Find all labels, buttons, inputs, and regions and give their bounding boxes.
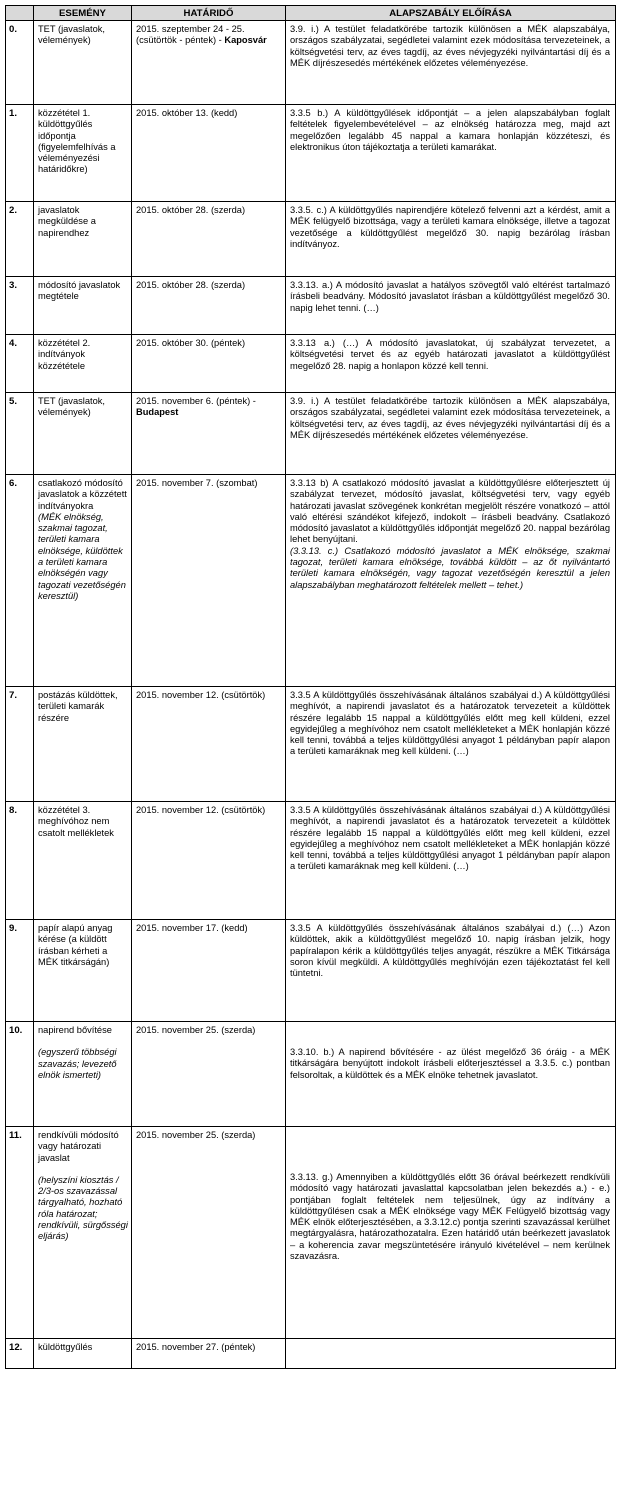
- rule-cell: 3.9. i.) A testület feladatkörébe tartozik különösen a MÉK alapszabálya, országos szabályzatai, segédletei valamint ezek módosítása tervezeteinek, a költségvetési terv, az éves tagdíj, az éves névjegyzéki nyilvántartási díj és a MÉK díjrészesedés mértékének előzetes véleményezése.: [286, 393, 616, 475]
- rule-text: 3.3.13. g.) Amennyiben a küldöttgyűlés előtt 36 órával beérkezett rendkívüli módosító vagy határozati javaslattal kapcsolatban jelen bekezdés a.) - e.) pontjában foglalt feltételek nem teljesülnek, úgy az indítvány a küldöttgyűlésen csak a MÉK elnöksége vagy MÉK Felügyelő bizottság vagy MÉK elnök előterjesztésében, a 3.3.12.c) pontja szerinti szavazással kerülhet megtárgyalásra, határozathozatalra. Ezen határidő után beérkezett javaslatok – a koherencia zavar megszüntetésére irányuló kivételével – nem kerülnek szavazásra.: [290, 1172, 610, 1262]
- table-row: [6, 1022, 616, 1127]
- event-text: csatlakozó módosító javaslatok a közzétett indítványokra: [38, 478, 127, 511]
- rule-cell: 3.3.5 A küldöttgyűlés összehívásának általános szabályai d.) (…) Azon küldöttek, akik a küldöttgyűlést megelőző 10. napig írásban jelzik, hogy papíralapon kérik a küldöttgyűlés teljes anyagát, részükre a MÉK Titkársága soron kívül megküldi. A küldöttgyűlés meghívóján ezen tájékoztatást fel kell tüntetni.: [286, 920, 616, 1022]
- row-number: 12.: [6, 1339, 34, 1369]
- event-cell: közzététel 2. indítványok közzététele: [34, 335, 132, 393]
- deadline-cell: 2015. november 7. (szombat): [132, 475, 286, 687]
- event-cell: módosító javaslatok megtétele: [34, 277, 132, 335]
- rule-note: (3.3.13. c.) Csatlakozó módosító javaslatot a MÉK elnöksége, szakmai tagozat, területi kamara elnöksége, továbbá küldött – az őt nyilvántartó területi kamara elnökségén, vagy tagozat vezetőségén keresztül a jelen alapszabályban meghatározott feltételek mellett – tehet.): [290, 545, 610, 590]
- event-note: (MÉK elnökség, szakmai tagozat, területi kamara elnöksége, küldöttek a területi kamara elnökségén vagy tagozati vezetőségén keresztül): [38, 511, 126, 601]
- event-cell: közzététel 1. küldöttgyűlés időpontja (figyelemfelhívás a véleményezési határidőkre): [34, 105, 132, 202]
- table-row: [6, 202, 616, 277]
- deadline-cell: 2015. október 30. (péntek): [132, 335, 286, 393]
- deadline-cell: 2015. november 25. (szerda): [132, 1022, 286, 1127]
- rule-cell: 3.3.13 a.) (…) A módosító javaslatokat, új szabályzat tervezetet, a költségvetési tervet és az egyéb határozati javaslatot a küldöttgyűlést megelőző 28. napig a honlapon közzé kell tenni.: [286, 335, 616, 393]
- header-deadline: HATÁRIDŐ: [132, 6, 286, 21]
- event-cell: papír alapú anyag kérése (a küldött írásban kérheti a MÉK titkárságán): [34, 920, 132, 1022]
- row-number: 6.: [6, 475, 34, 687]
- row-number: 5.: [6, 393, 34, 475]
- table-row: [6, 920, 616, 1022]
- rule-text: 3.3.10. b.) A napirend bővítésére - az ülést megelőző 36 óráig - a MÉK titkárságára benyújtott indokolt írásbeli előterjesztéssel a 3.3.5. c.) pontban felsoroltak, a küldöttek és a MÉK elnöke tehetnek javaslatot.: [290, 1047, 610, 1080]
- deadline-cell: 2015. október 28. (szerda): [132, 277, 286, 335]
- header-rule: ALAPSZABÁLY ELŐÍRÁSA: [286, 6, 616, 21]
- deadline-cell: [132, 21, 286, 105]
- deadline-cell: 2015. november 12. (csütörtök): [132, 687, 286, 802]
- rule-cell: 3.9. i.) A testület feladatkörébe tartozik különösen a MÉK alapszabálya, országos szabályzatai, segédletei valamint ezek módosítása tervezeteinek, a költségvetési terv, az éves tagdíj, az éves névjegyzéki nyilvántartási díj és a MÉK díjrészesedés mértékének előzetes véleményezése.: [286, 21, 616, 105]
- table-row: [6, 21, 616, 105]
- event-cell: TET (javaslatok, vélemények): [34, 393, 132, 475]
- deadline-cell: 2015. november 27. (péntek): [132, 1339, 286, 1369]
- row-number: 11.: [6, 1127, 34, 1339]
- event-cell: közzététel 3. meghívóhoz nem csatolt mellékletek: [34, 802, 132, 920]
- rule-cell: 3.3.5 b.) A küldöttgyűlések időpontját – a jelen alapszabályban foglalt feltételek figyelembevételével – az elnökség határozza meg, majd azt megelőzően legalább 45 nappal a kamara honlapján közzéteszi, és elektronikus úton tájékoztatja a területi kamarákat.: [286, 105, 616, 202]
- rule-cell: 3.3.5. c.) A küldöttgyűlés napirendjére kötelező felvenni azt a kérdést, amit a MÉK felügyelő bizottsága, vagy a területi kamara elnöksége, illetve a tagozat vezetősége a küldöttgyűlést megelőző 30. napig bezárólag írásban indítványoz.: [286, 202, 616, 277]
- deadline-cell: 2015. november 12. (csütörtök): [132, 802, 286, 920]
- row-number: 2.: [6, 202, 34, 277]
- rule-cell: 3.3.5 A küldöttgyűlés összehívásának általános szabályai d.) A küldöttgyűlési meghívót, a napirendi javaslatot és a határozatok tervezeteit a küldöttek részére legalább 15 nappal a küldöttgyűlés előtt meg kell küldeni, ezzel egyidejűleg a meghívóhoz nem csatolt mellékleteket a MÉK honlapján közzé kell tenni, továbbá a teljes küldöttgyűlési anyagot 1 példányban papír alapon a területi kamaráknak meg kell küldeni. (…): [286, 802, 616, 920]
- row-number: 8.: [6, 802, 34, 920]
- table-row: [6, 1339, 616, 1369]
- deadline-cell: 2015. október 13. (kedd): [132, 105, 286, 202]
- deadline-cell: 2015. október 28. (szerda): [132, 202, 286, 277]
- event-note: (egyszerű többségi szavazás; levezető elnök ismerteti): [38, 1047, 117, 1080]
- table-row: [6, 802, 616, 920]
- rule-text: 3.3.13 b) A csatlakozó módosító javaslat a küldöttgyűlésre előterjesztett új szabályzat tervezet, módosító javaslat, költségvetési terv, vagy egyéb határozati javaslat szövegének konkrétan megjelölt részére vonatkozó – attól való eltérési szándékot kifejező, indokolt – írásbeli beadvány. Csatlakozó módosító javaslatot a küldöttgyűlés időpontját megelőző 20. nappal bezárólag lehet benyújtani.: [290, 478, 610, 545]
- event-cell: postázás küldöttek, területi kamarák részére: [34, 687, 132, 802]
- event-cell: küldöttgyűlés: [34, 1339, 132, 1369]
- rule-cell: [286, 1127, 616, 1339]
- rule-cell: [286, 1339, 616, 1369]
- event-note: (helyszíni kiosztás / 2/3-os szavazással tárgyalható, hozható róla határozat; rendkívüli, sürgősségi eljárás): [38, 1174, 128, 1242]
- deadline-location: Budapest: [136, 407, 179, 418]
- row-number: 4.: [6, 335, 34, 393]
- event-cell: TET (javaslatok, vélemények): [34, 21, 132, 105]
- rule-cell: [286, 475, 616, 687]
- table-row: [6, 687, 616, 802]
- table-row: [6, 475, 616, 687]
- event-cell: [34, 475, 132, 687]
- event-cell: [34, 1022, 132, 1127]
- row-number: 1.: [6, 105, 34, 202]
- spacer: [290, 1130, 610, 1172]
- row-number: 3.: [6, 277, 34, 335]
- header-row: [6, 6, 616, 21]
- deadline-location: Kaposvár: [224, 35, 267, 46]
- event-text: rendkívüli módosító vagy határozati javaslat: [38, 1130, 119, 1163]
- spacer: [38, 1036, 128, 1047]
- row-number: 0.: [6, 21, 34, 105]
- row-number: 10.: [6, 1022, 34, 1127]
- table-row: [6, 1127, 616, 1339]
- table-row: [6, 277, 616, 335]
- deadline-text: 2015. szeptember 24 - 25. (csütörtök - péntek) -: [136, 24, 245, 46]
- row-number: 9.: [6, 920, 34, 1022]
- table-row: [6, 393, 616, 475]
- deadline-cell: 2015. november 25. (szerda): [132, 1127, 286, 1339]
- row-number: 7.: [6, 687, 34, 802]
- deadline-cell: 2015. november 17. (kedd): [132, 920, 286, 1022]
- table-row: [6, 335, 616, 393]
- header-event: ESEMÉNY: [34, 6, 132, 21]
- table-row: [6, 105, 616, 202]
- event-cell: javaslatok megküldése a napirendhez: [34, 202, 132, 277]
- event-text: napirend bővítése: [38, 1025, 112, 1035]
- schedule-table: [5, 5, 616, 1369]
- event-cell: [34, 1127, 132, 1339]
- rule-cell: [286, 1022, 616, 1127]
- deadline-text: 2015. november 6. (péntek) -: [136, 396, 256, 406]
- spacer: [290, 1025, 610, 1047]
- spacer: [38, 1164, 128, 1175]
- deadline-cell: [132, 393, 286, 475]
- rule-cell: 3.3.5 A küldöttgyűlés összehívásának általános szabályai d.) A küldöttgyűlési meghívót, a napirendi javaslatot és a határozatok tervezeteit a küldöttek részére legalább 15 nappal a küldöttgyűlés előtt meg kell küldeni, ezzel egyidejűleg a meghívóhoz nem csatolt mellékleteket a MÉK honlapján közzé kell tenni, továbbá a teljes küldöttgyűlési anyagot 1 példányban papír alapon a területi kamaráknak meg kell küldeni. (…): [286, 687, 616, 802]
- header-number: [6, 6, 34, 21]
- rule-cell: 3.3.13. a.) A módosító javaslat a hatályos szövegtől való eltérést tartalmazó írásbeli beadvány. Módosító javaslatot írásban a küldöttgyűlést megelőző 30. napig lehet tenni. (…): [286, 277, 616, 335]
